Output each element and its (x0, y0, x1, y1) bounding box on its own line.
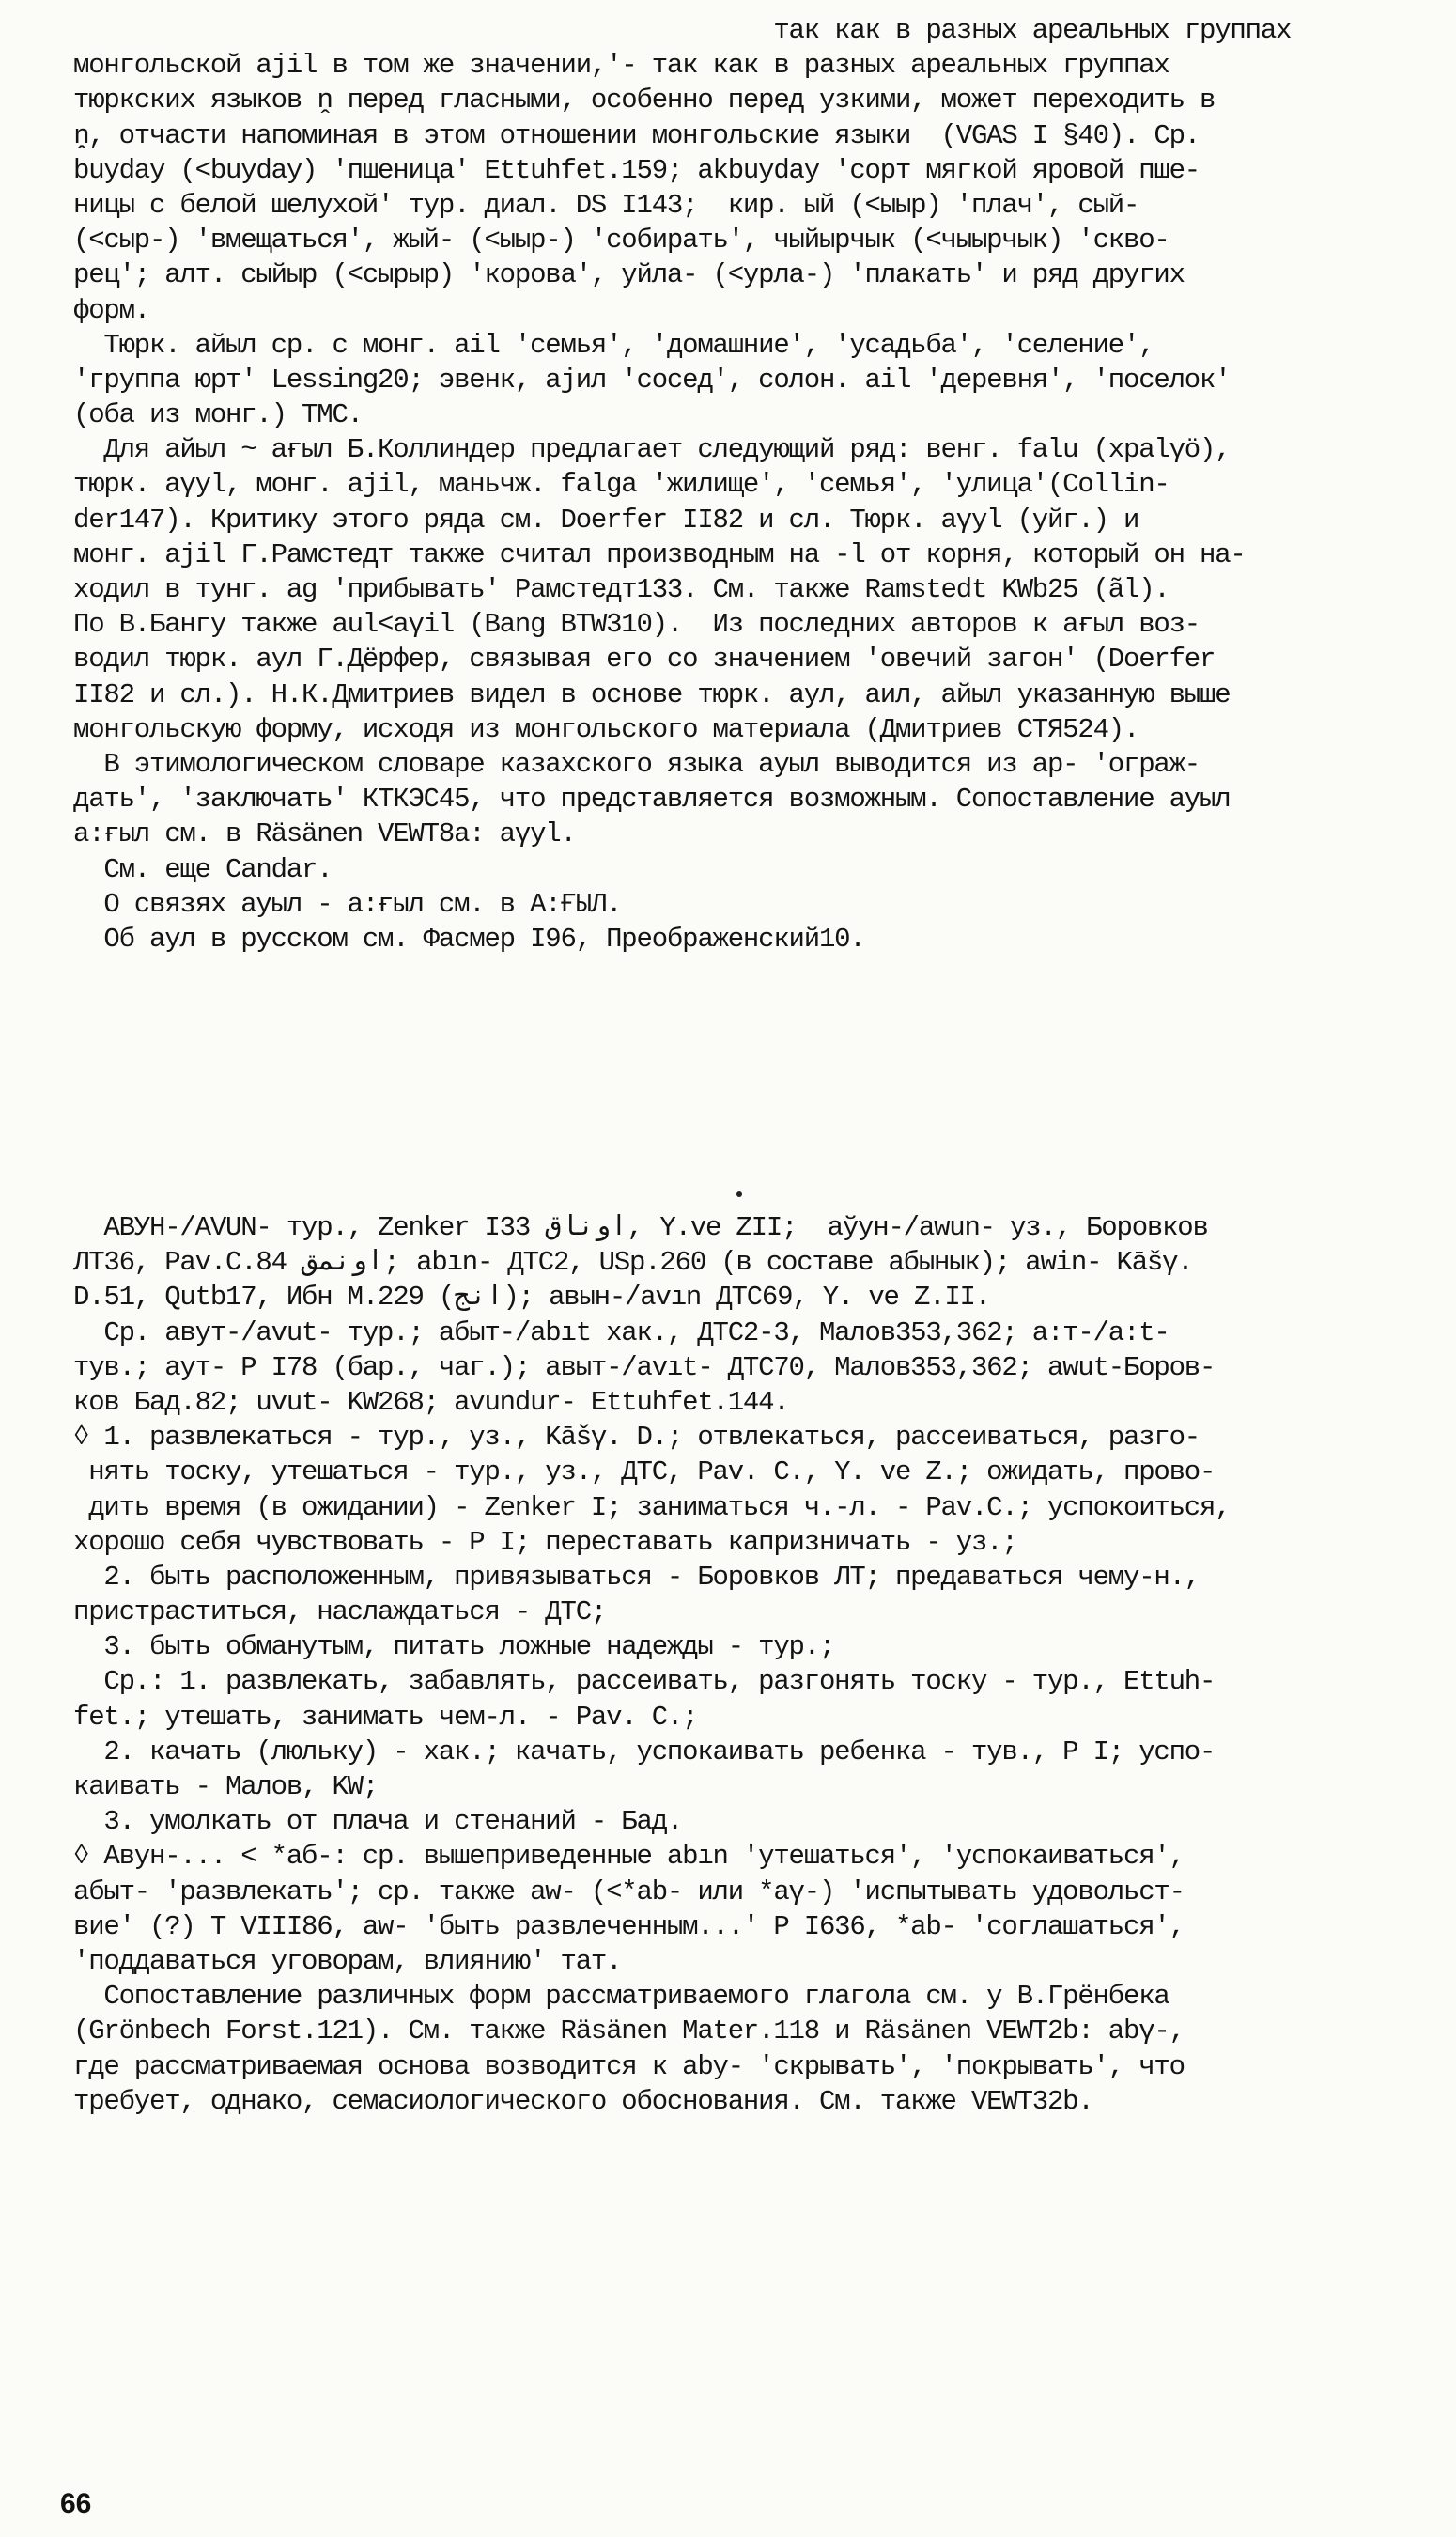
text-line: АВУН-/AVUN- тур., Zenker I33 اوناق, Y.ve ZII; аўун-/awun- уз., Боровков (73, 1212, 1208, 1243)
entry-avun (73, 1210, 1407, 2119)
text-line: По В.Бангу также aul<aγil (Bang BTW310). Из последних авторов к ағыл воз- (73, 609, 1200, 641)
text-line: дить время (в ожидании) - Zenker I; заниматься ч.-л. - Pav.C.; успокоиться, (73, 1491, 1231, 1523)
text-line: ЛТ36, Pav.C.84 اونمق; abın- ДТС2, USp.260 (в составе абынык); awin- Kāšγ. (73, 1247, 1193, 1279)
text-line: тюрк. aγyl, монг. ajil, маньчж. falga 'жилище', 'семья', 'улица'(Collin- (73, 469, 1169, 501)
text-line: См. еще Candar. (73, 853, 333, 885)
text-line: (оба из монг.) ТМС. (73, 399, 363, 431)
text-line: ходил в тунг. ag 'прибывать' Рамстедт133. См. также Ramstedt KWb25 (ãl). (73, 574, 1169, 605)
text-line: так как в разных ареальных группах (73, 15, 1292, 46)
text-line: где рассматриваемая основа возводится к aby- 'скрывать', 'покрывать', что (73, 2050, 1185, 2082)
text-line: 3. быть обманутым, питать ложные надежды - тур.; (73, 1631, 835, 1663)
text-line: пристраститься, наслаждаться - ДТС; (73, 1596, 607, 1628)
text-line: Ср. авут-/avut- тур.; абыт-/abıt хак., ДТС2-3, Малов353,362; а:т-/a:t- (73, 1316, 1169, 1348)
text-line: абыт- 'развлекать'; ср. также aw- (<*ab- или *aγ-) 'испытывать удовольст- (73, 1876, 1185, 1907)
text-line: Для айыл ~ ағыл Б.Коллиндер предлагает следующий ряд: венг. falu (xpalγö), (73, 434, 1231, 466)
text-line: 2. качать (люльку) - хак.; качать, успокаивать ребенка - тув., Р I; успо- (73, 1735, 1216, 1767)
text-line: монгольской ajil в том же значении,'- так как в разных ареальных группах (73, 50, 1169, 82)
text-line: монг. ajil Г.Рамстедт также считал производным на -l от корня, который он на- (73, 538, 1246, 570)
text-line: тув.; аут- Р I78 (бар., чаг.); авыт-/avıt- ДТС70, Малов353,362; awut-Боров- (73, 1351, 1216, 1383)
text-line: 3. умолкать от плача и стенаний - Бад. (73, 1806, 683, 1838)
text-line: 'поддаваться уговорам, влиянию' тат. (73, 1945, 622, 1977)
text-line: (<сыр-) 'вмещаться', жый- (<ыыр-) 'собирать', чыйырчык (<чыырчык) 'скво- (73, 225, 1169, 257)
text-line: (Grönbech Forst.121). См. также Räsänen Mater.118 и Räsänen VEWT2b: abγ-, (73, 2016, 1185, 2047)
text-line: О связях ауыл - а:ғыл см. в А:ҒЫЛ. (73, 888, 622, 920)
text-line: ницы с белой шелухой' тур. диал. DS I143; кир. ый (<ыыр) 'плач', сый- (73, 189, 1139, 221)
text-line: 'группа юрт' Lessing20; эвенк, ajил 'сосед', солон. ail 'деревня', 'поселок' (73, 364, 1231, 396)
text-line: fet.; утешать, занимать чем-л. - Pav. C.; (73, 1701, 698, 1733)
text-line: der147). Критику этого ряда см. Doerfer II82 и сл. Тюрк. aγyl (уйг.) и (73, 504, 1139, 536)
text-line: водил тюрк. аул Г.Дёрфер, связывая его со значением 'овечий загон' (Doerfer (73, 644, 1216, 676)
text-line: D.51, Qutb17, Ибн М.229 (انج); авын-/avın ДТС69, Y. ve Z.II. (73, 1282, 990, 1314)
text-line: форм. (73, 294, 150, 326)
text-line: II82 и сл.). Н.К.Дмитриев видел в основе тюрк. аул, аил, айыл указанную выше (73, 678, 1231, 710)
text-line: требует, однако, семасиологического обоснования. См. также VEWT32b. (73, 2085, 1093, 2117)
text-line: Ср.: 1. развлекать, забавлять, рассеивать, разгонять тоску - тур., Ettuh- (73, 1666, 1216, 1698)
text-line: buyday (<buyday) 'пшеница' Ettuhfet.159; akbuyday 'сорт мягкой яровой пше- (73, 154, 1200, 186)
text-line: В этимологическом словаре казахского языка ауыл выводится из ар- 'ограж- (73, 748, 1200, 780)
text-line: тюркских языков ṋ перед гласными, особенно перед узкими, может переходить в (73, 85, 1216, 117)
text-line: ◊ Авун-... < *аб-: ср. вышеприведенные abın 'утешаться', 'успокаиваться', (73, 1841, 1185, 1873)
text-line: вие' (?) Т VIII86, aw- 'быть развлеченным...' Р I636, *ab- 'соглашаться', (73, 1910, 1185, 1942)
text-line: нять тоску, утешаться - тур., уз., ДТС, Pav. C., Y. ve Z.; ожидать, прово- (73, 1456, 1216, 1488)
stray-dot (736, 1191, 742, 1197)
page-number: 66 (60, 2488, 92, 2519)
text-line: хорошо себя чувствовать - Р I; переставать капризничать - уз.; (73, 1526, 1017, 1558)
text-line: 2. быть расположенным, привязываться - Боровков ЛТ; предаваться чему-н., (73, 1561, 1200, 1593)
text-line: Тюрк. айыл ср. с монг. ail 'семья', 'домашние', 'усадьба', 'селение', (73, 329, 1154, 361)
text-line: Сопоставление различных форм рассматриваемого глагола см. у В.Грёнбека (73, 1981, 1169, 2013)
text-line: ков Бад.82; uvut- KW268; avundur- Ettuhfet.144. (73, 1386, 789, 1418)
text-line: монгольскую форму, исходя из монгольского материала (Дмитриев СТЯ524). (73, 713, 1139, 745)
text-line: а:ғыл см. в Räsänen VEWT8a: aγyl. (73, 818, 576, 850)
text-line: каивать - Малов, KW; (73, 1771, 379, 1802)
entry-continuation (73, 13, 1407, 957)
text-line: ṋ, отчасти напоминая в этом отношении монгольские языки (VGAS I §40). Ср. (73, 119, 1200, 151)
text-line: Об аул в русском см. Фасмер I96, Преображенский10. (73, 923, 865, 955)
text-line: ◊ 1. развлекаться - тур., уз., Kāšγ. D.; отвлекаться, рассеиваться, разго- (73, 1422, 1200, 1454)
text-line: рец'; алт. сыйыр (<сырыр) 'корова', уйла- (<урла-) 'плакать' и ряд других (73, 259, 1185, 291)
text-line: дать', 'заключать' КТКЭС45, что представляется возможным. Сопоставление ауыл (73, 784, 1231, 816)
